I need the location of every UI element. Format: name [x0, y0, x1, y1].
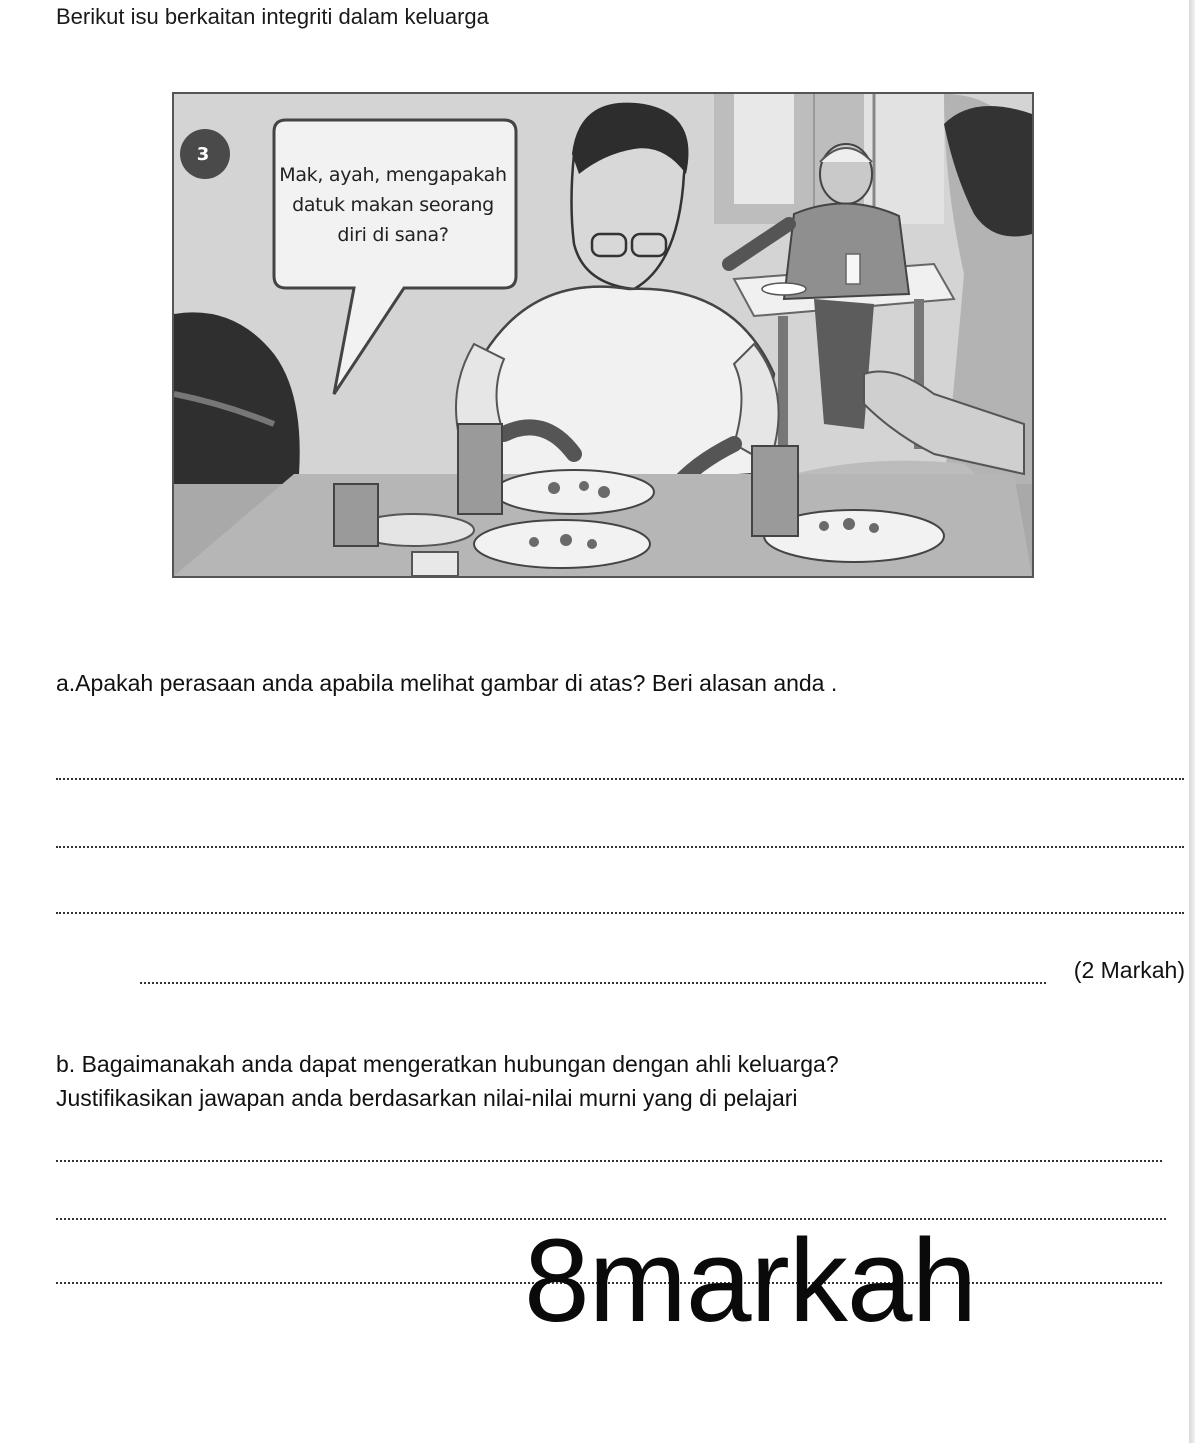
answer-line-a4[interactable] — [140, 982, 1046, 984]
page-heading: Berikut isu berkaitan integriti dalam keluarga — [56, 4, 489, 29]
answer-line-a1[interactable] — [56, 778, 1184, 780]
question-a: a.Apakah perasaan anda apabila melihat gambar di atas? Beri alasan anda . — [56, 670, 838, 696]
question-b-line-1: b. Bagaimanakah anda dapat mengeratkan hubungan dengan ahli keluarga? — [56, 1051, 839, 1077]
page-edge-shadow — [1189, 0, 1195, 1443]
speech-line-1: Mak, ayah, mengapakah — [279, 164, 507, 186]
speech-bubble-text — [262, 160, 524, 250]
answer-line-a3[interactable] — [56, 912, 1184, 914]
panel-number: 3 — [196, 144, 210, 165]
answer-line-b1[interactable] — [56, 1160, 1162, 1162]
answer-line-a2[interactable] — [56, 846, 1184, 848]
question-b-marks: 8markah — [524, 1215, 977, 1347]
question-b-line-2: Justifikasikan jawapan anda berdasarkan nilai-nilai murni yang di pelajari — [56, 1085, 798, 1111]
question-a-marks: (2 Markah) — [1073, 957, 1185, 983]
speech-line-3: diri di sana? — [337, 224, 449, 246]
speech-line-2: datuk makan seorang — [292, 194, 494, 216]
